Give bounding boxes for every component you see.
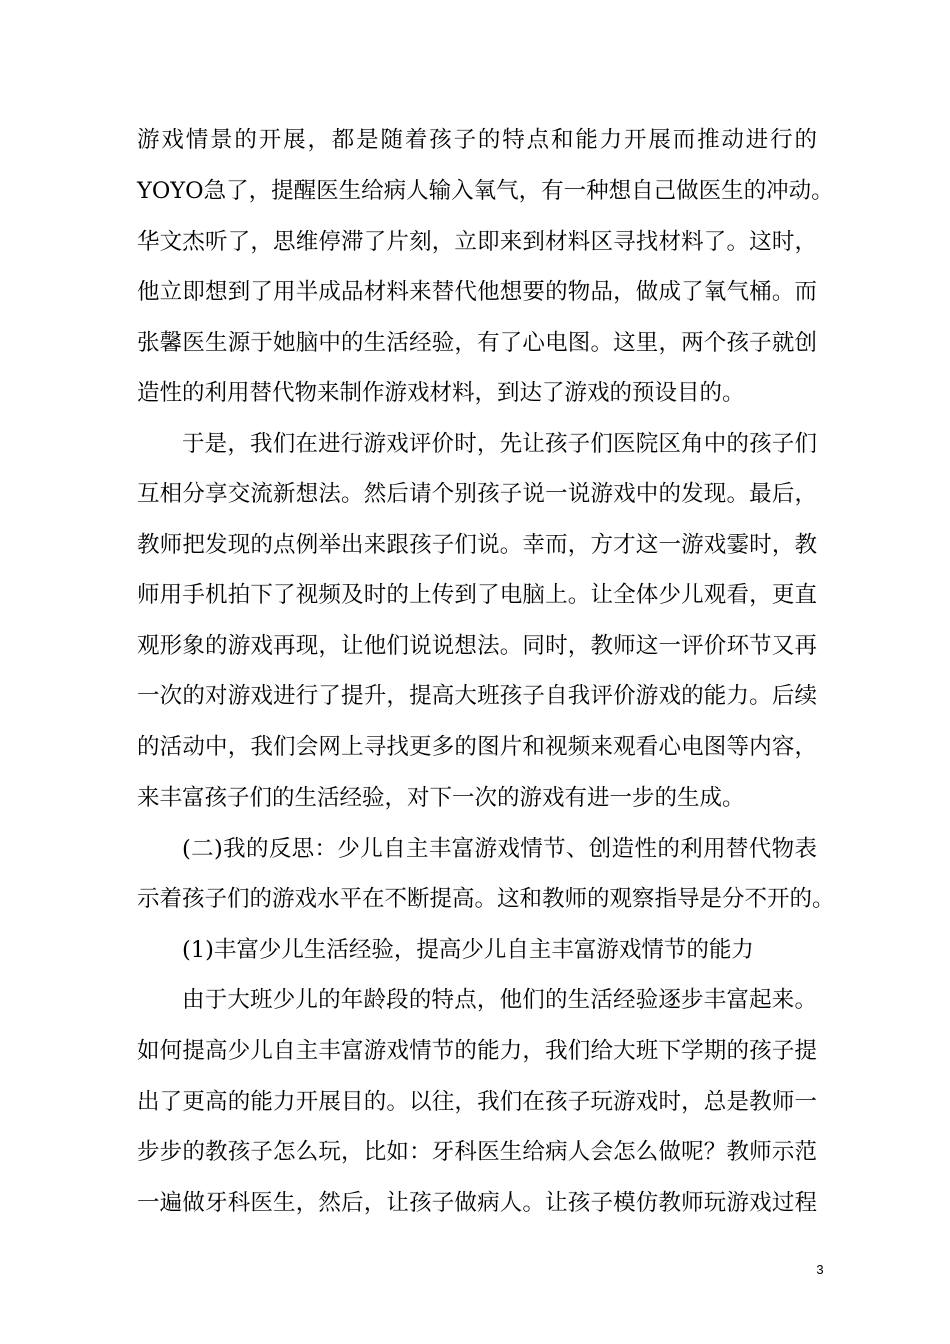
- section-heading: (1)丰富少儿生活经验，提高少儿自主丰富游戏情节的能力: [182, 937, 754, 963]
- text-line: 步步的教孩子怎么玩，比如：牙科医生给病人会怎么做呢？教师示范: [137, 1139, 817, 1165]
- text-line: 华文杰听了，思维停滞了片刻，立即来到材料区寻找材料了。这时，: [137, 229, 817, 255]
- text-line: 由于大班少儿的年龄段的特点，他们的生活经验逐步丰富起来。: [182, 987, 817, 1013]
- text-line: 的活动中，我们会网上寻找更多的图片和视频来观看心电图等内容，: [137, 734, 817, 760]
- text-line: 造性的利用替代物来制作游戏材料，到达了游戏的预设目的。: [137, 380, 745, 406]
- text-line: 他立即想到了用半成品材料来替代他想要的物品，做成了氧气桶。而: [137, 279, 817, 305]
- text-line: 游戏情景的开展，都是随着孩子的特点和能力开展而推动进行的: [137, 127, 817, 153]
- text-line: 一遍做牙科医生，然后，让孩子做病人。让孩子模仿教师玩游戏过程: [137, 1190, 817, 1216]
- text-line: 观形象的游戏再现，让他们说说想法。同时，教师这一评价环节又再: [137, 633, 817, 659]
- text-line: 互相分享交流新想法。然后请个别孩子说一说游戏中的发现。最后，: [137, 481, 817, 507]
- text-line: 出了更高的能力开展目的。以往，我们在孩子玩游戏时，总是教师一: [137, 1089, 817, 1115]
- text-line: 张馨医生源于她脑中的生活经验，有了心电图。这里，两个孩子就创: [137, 330, 817, 356]
- text-line: 一次的对游戏进行了提升，提高大班孩子自我评价游戏的能力。后续: [137, 683, 817, 709]
- page-number: 3: [816, 1262, 824, 1277]
- text-line: 来丰富孩子们的生活经验，对下一次的游戏有进一步的生成。: [137, 785, 745, 811]
- text-line: 示着孩子们的游戏水平在不断提高。这和教师的观察指导是分不开的。: [137, 886, 835, 912]
- text-line: 教师把发现的点例举出来跟孩子们说。幸而，方才这一游戏霎时，教: [137, 532, 817, 558]
- text-line: YOYO急了，提醒医生给病人输入氧气，有一种想自己做医生的冲动。: [137, 178, 834, 204]
- text-line: (二)我的反思：少儿自主丰富游戏情节、创造性的利用替代物表: [182, 836, 817, 862]
- text-line: 师用手机拍下了视频及时的上传到了电脑上。让全体少儿观看，更直: [137, 582, 817, 608]
- text-line: 如何提高少儿自主丰富游戏情节的能力，我们给大班下学期的孩子提: [137, 1038, 817, 1064]
- text-line: 于是，我们在进行游戏评价时，先让孩子们医院区角中的孩子们: [182, 431, 817, 457]
